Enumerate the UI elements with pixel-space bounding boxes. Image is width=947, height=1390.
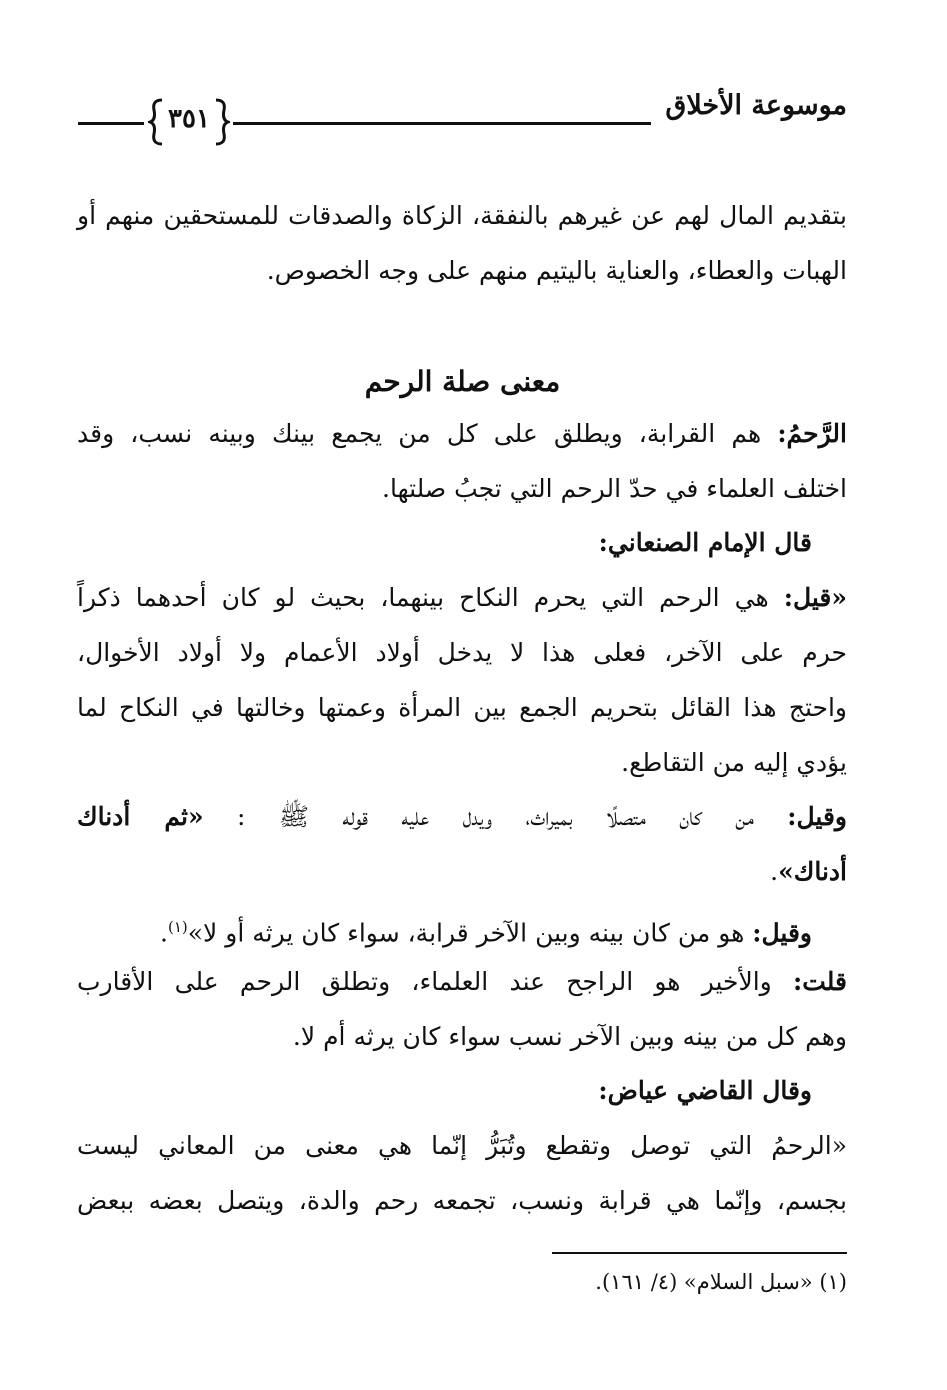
qultu-line-2: وهم كل من بينه وبين الآخر نسب سواء كان يرثه أم لا. [292,1022,847,1051]
header-rule-right [233,122,651,125]
iyad-quote-line-2: بجسم، وإنّما هي قرابة ونسب، تجمعه رحم والدة، ويتصل بعضه ببعض [77,1186,847,1215]
qila2-term: وقيل: [787,802,847,831]
qila1-line-4: يؤدي إليه من التقاطع. [621,748,847,777]
intro-line-2: الهبات والعطاء، والعناية باليتيم منهم على وجه الخصوص. [266,256,847,285]
qila3-term: وقيل: [752,918,812,948]
rahim-definition-line-2: اختلف العلماء في حدّ الرحم التي تجبُ صلتها. [382,474,847,503]
page-header [78,84,847,140]
intro-line-1: بتقديم المال لهم عن غيرهم بالنفقة، الزكاة والصدقات للمستحقين منهم أو [77,201,847,230]
qila1-term: «قيل: [783,583,847,612]
qila3-line [42,907,812,947]
qila2-text: من كان متصلًا بميراث، ويدل عليه قوله ﷺ : [203,802,788,831]
qila2-line-2 [77,852,847,892]
iyad-heading: وقال القاضي عياض: [598,1076,812,1105]
hadith-quote-part-1: «ثم أدناك [77,802,204,831]
qila1-line-3: واحتج هذا القائل بتحريم الجمع بين المرأة وعمتها وخالتها في النكاح لما [77,693,847,722]
qultu-line-1 [77,962,847,1002]
header-rule-left [78,122,144,125]
footnote-ref: (١) [167,918,188,936]
page-number-frame [148,94,230,150]
book-title: موسوعة الأخلاق [665,90,847,121]
qila3-text: هو من كان بينه وبين الآخر قرابة، سواء كان يرثه أو لا» [187,918,753,948]
rahim-term: الرَّحمُ: [777,419,847,448]
section-heading: معنى صلة الرحم [364,365,561,398]
hadith-quote-part-2: أدناك» [778,857,847,886]
qila3-end: . [160,918,168,948]
footnote-1: (١) «سبل السلام» (٤/ ١٦١). [595,1270,847,1294]
qultu-term: قلت: [792,967,847,996]
qila2-line-1 [77,797,847,837]
iyad-quote-line-1: «الرحمُ التي توصل وتقطع وتُبَرُّ إنّما هي معنى من المعاني ليست [77,1131,847,1160]
qila2-end: . [770,857,779,886]
sanani-heading: قال الإمام الصنعاني: [598,528,812,557]
page-number: ٣٥١ [168,104,210,134]
qila1-text: هي الرحم التي يحرم النكاح بينهما، بحيث لو كان أحدهما ذكراً [77,583,784,612]
qultu-text: والأخير هو الراجح عند العلماء، وتطلق الرحم على الأقارب [77,967,793,996]
footnote-rule [552,1252,847,1254]
qila1-line-1 [77,578,847,618]
rahim-definition-line-1 [77,414,847,454]
qila1-line-2: حرم على الآخر، فعلى هذا لا يدخل أولاد الأعمام ولا أولاد الأخوال، [77,638,847,667]
rahim-definition-text: هم القرابة، ويطلق على كل من يجمع بينك وبينه نسب، وقد [77,419,778,448]
